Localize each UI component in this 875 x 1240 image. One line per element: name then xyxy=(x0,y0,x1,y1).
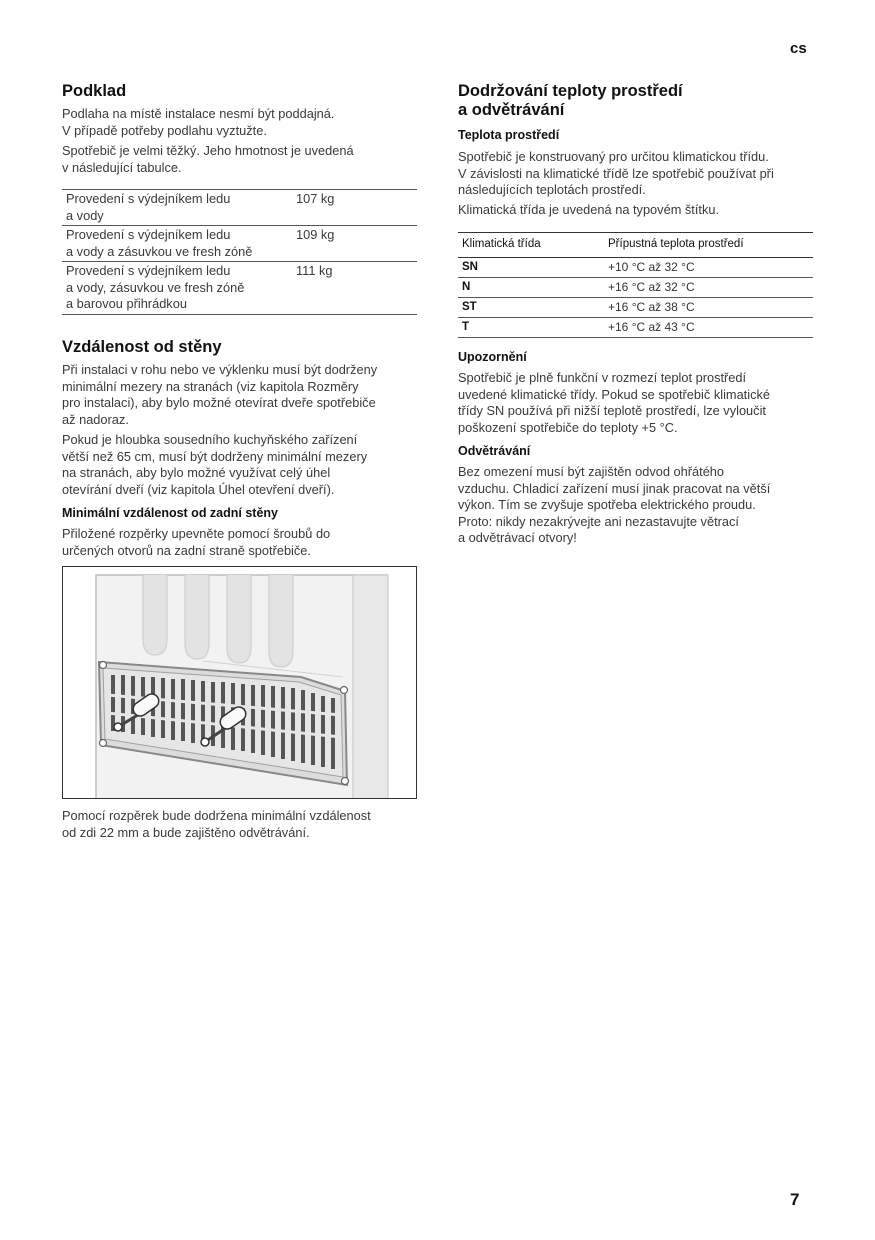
text-line: Při instalaci v rohu nebo ve výklenku musí být dodrženy xyxy=(62,362,378,377)
minimal-distance-subtitle: Minimální vzdálenost od zadní stěny xyxy=(62,506,279,520)
temperature-range-cell: +16 °C až 32 °C xyxy=(604,278,813,298)
climate-class-cell: N xyxy=(458,278,604,298)
text-line: větší než 65 cm, musí být dodrženy minimální mezery xyxy=(62,448,368,464)
table-row xyxy=(62,226,417,262)
text-line: Proto: nikdy nezakrývejte ani nezastavujte větrací xyxy=(458,513,739,529)
table-cell-value: 111 kg xyxy=(292,262,417,315)
text-line: a vody a zásuvkou ve fresh zóně xyxy=(66,243,253,259)
text-line: vzduchu. Chladicí zařízení musí jinak pracovat na větší xyxy=(458,480,771,496)
language-code: cs xyxy=(790,40,807,57)
text-line: pro instalaci), aby bylo možné otevírat dveře spotřebiče xyxy=(62,395,376,410)
table-row xyxy=(458,298,813,318)
text-line: Spotřebič je plně funkční v rozmezí teplot prostředí xyxy=(458,370,747,385)
text-line: následujících teplotách prostředí. xyxy=(458,182,646,197)
text-line: Provedení s výdejníkem ledu xyxy=(66,191,231,206)
right-title xyxy=(458,82,683,120)
climate-class-cell: ST xyxy=(458,298,604,318)
table-row xyxy=(458,278,813,298)
table-cell-value: 107 kg xyxy=(292,190,417,226)
podklad-paragraph-2 xyxy=(62,143,422,176)
text-line: na stranách, aby bylo možné využívat celý úhel xyxy=(62,465,331,480)
text-line: určených otvorů na zadní straně spotřebiče. xyxy=(62,542,311,558)
page-number: 7 xyxy=(790,1190,800,1209)
podklad-title: Podklad xyxy=(62,82,127,100)
vzdalenost-paragraph-3 xyxy=(62,526,427,559)
table-header: Klimatická třída xyxy=(458,233,604,258)
table-cell-label xyxy=(62,190,292,226)
text-line: Pomocí rozpěrek bude dodržena minimální vzdálenost xyxy=(62,808,371,823)
teplota-subtitle: Teplota prostředí xyxy=(458,128,560,142)
spacer-illustration xyxy=(62,566,417,799)
text-line: Spotřebič je konstruovaný pro určitou klimatickou třídu. xyxy=(458,149,769,164)
podklad-paragraph-1 xyxy=(62,106,422,139)
teplota-paragraph-2 xyxy=(458,202,823,219)
vzdalenost-paragraph-2 xyxy=(62,432,427,498)
vzdalenost-title: Vzdálenost od stěny xyxy=(62,338,222,356)
upozorneni-subtitle: Upozornění xyxy=(458,350,527,364)
table-cell-label xyxy=(62,262,292,315)
fridge-back-drawing xyxy=(63,567,416,798)
weight-table xyxy=(62,189,417,315)
table-header: Přípustná teplota prostředí xyxy=(604,233,813,258)
text-line: V závislosti na klimatické třídě lze spotřebič používat při xyxy=(458,165,774,181)
text-line: Dodržování teploty prostředí xyxy=(458,82,683,100)
upozorneni-paragraph xyxy=(458,370,823,436)
text-line: Podlaha na místě instalace nesmí být poddajná. xyxy=(62,106,335,121)
text-line: Přiložené rozpěrky upevněte pomocí šroubů do xyxy=(62,526,331,541)
table-cell-value: 109 kg xyxy=(292,226,417,262)
text-line: Pokud je hloubka sousedního kuchyňského zařízení xyxy=(62,432,358,447)
temperature-range-cell: +16 °C až 38 °C xyxy=(604,298,813,318)
table-row xyxy=(62,190,417,226)
text-line: Spotřebič je velmi těžký. Jeho hmotnost je uvedená xyxy=(62,143,354,158)
text-line: a vody, zásuvkou ve fresh zóně xyxy=(66,279,245,295)
text-line: výkon. Tím se zvyšuje spotřeba elektrického proudu. xyxy=(458,497,756,512)
text-line: Provedení s výdejníkem ledu xyxy=(66,263,231,278)
climate-class-cell: T xyxy=(458,318,604,338)
text-line: V případě potřeby podlahu vyztužte. xyxy=(62,122,267,138)
odvetravani-paragraph xyxy=(458,464,823,547)
text-line: třídy SN používá při nižší teplotě prostředí, lze vyloučit xyxy=(458,403,766,418)
teplota-paragraph-1 xyxy=(458,149,823,199)
text-line: poškození spotřebiče do teploty +5 °C. xyxy=(458,419,678,435)
text-line: a odvětrávání xyxy=(458,101,565,119)
text-line: Bez omezení musí být zajištěn odvod ohřátého xyxy=(458,464,725,479)
text-line: uvedené klimatické třídy. Pokud se spotřebič klimatické xyxy=(458,386,770,402)
table-cell-label xyxy=(62,226,292,262)
text-line: až nadoraz. xyxy=(62,411,129,427)
climate-class-table xyxy=(458,232,813,338)
text-line: minimální mezery na stranách (viz kapitola Rozměry xyxy=(62,378,359,394)
text-line: a odvětrávací otvory! xyxy=(458,530,577,545)
table-row xyxy=(458,318,813,338)
text-line: otevírání dveří (viz kapitola Úhel otevření dveří). xyxy=(62,481,335,497)
text-line: a barovou přihrádkou xyxy=(66,296,187,311)
odvetravani-subtitle: Odvětrávání xyxy=(458,444,531,458)
text-line: v následující tabulce. xyxy=(62,159,182,175)
text-line: Klimatická třída je uvedená na typovém štítku. xyxy=(458,202,720,217)
table-row xyxy=(458,258,813,278)
table-row xyxy=(62,262,417,315)
vzdalenost-paragraph-1 xyxy=(62,362,427,428)
text-line: Provedení s výdejníkem ledu xyxy=(66,227,231,242)
table-header-row xyxy=(458,233,813,258)
climate-class-cell: SN xyxy=(458,258,604,278)
temperature-range-cell: +10 °C až 32 °C xyxy=(604,258,813,278)
temperature-range-cell: +16 °C až 43 °C xyxy=(604,318,813,338)
text-line: a vody xyxy=(66,207,104,223)
text-line: od zdi 22 mm a bude zajištěno odvětrávání. xyxy=(62,824,310,840)
figure-caption xyxy=(62,808,427,841)
